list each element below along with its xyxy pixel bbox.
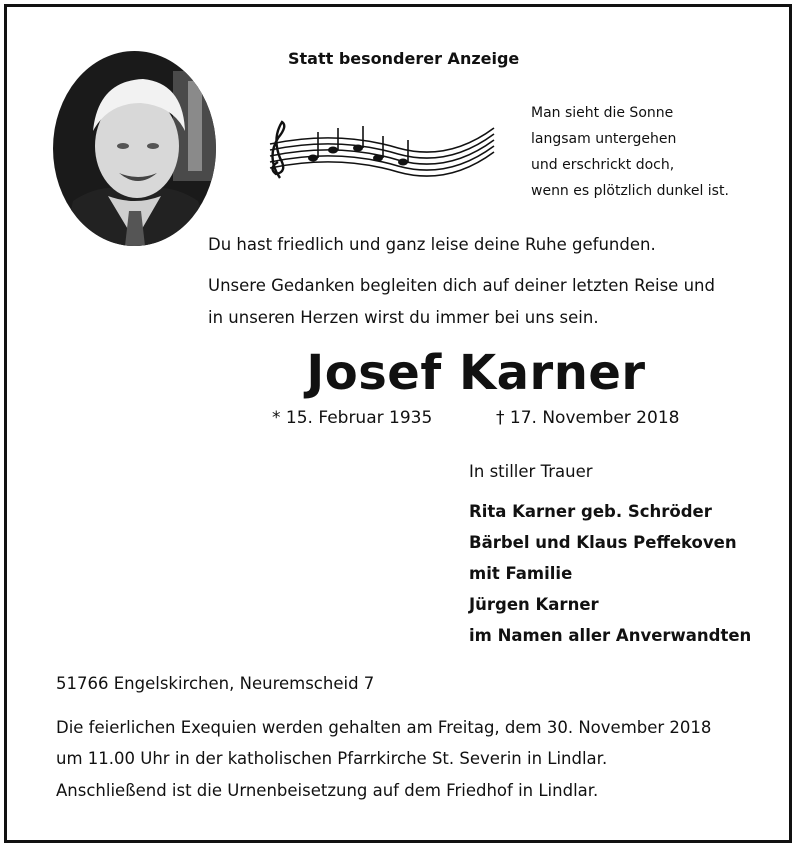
service-line-2: um 11.00 Uhr in der katholischen Pfarrkirche St. Severin in Lindlar.	[56, 749, 608, 768]
birth-date: * 15. Februar 1935	[272, 408, 433, 428]
burial-info: Anschließend ist die Urnenbeisetzung auf dem Friedhof in Lindlar.	[56, 781, 599, 800]
mourning-intro: In stiller Trauer	[469, 462, 593, 481]
heading: Statt besonderer Anzeige	[288, 49, 520, 68]
portrait-photo	[53, 51, 216, 246]
farewell-line-2: Unsere Gedanken begleiten dich auf deiner letzten Reise und	[208, 276, 715, 295]
farewell-line-3: in unseren Herzen wirst du immer bei uns sein.	[208, 308, 599, 327]
mourner: Jürgen Karner	[469, 595, 599, 614]
mourners-list	[469, 496, 751, 651]
address: 51766 Engelskirchen, Neuremscheid 7	[56, 674, 375, 693]
service-info	[56, 712, 711, 774]
farewell-line-1: Du hast friedlich und ganz leise deine Ruhe gefunden.	[208, 235, 656, 254]
service-line-1: Die feierlichen Exequien werden gehalten am Freitag, dem 30. November 2018	[56, 718, 712, 737]
deceased-name: Josef Karner	[306, 345, 646, 401]
poem-line: Man sieht die Sonne	[531, 105, 674, 121]
death-date: † 17. November 2018	[496, 408, 680, 428]
music-notes-icon	[258, 118, 498, 190]
mourner: Rita Karner geb. Schröder	[469, 502, 712, 521]
poem-line: langsam untergehen	[531, 131, 677, 147]
mourner: Bärbel und Klaus Peffekoven	[469, 533, 737, 552]
mourner: im Namen aller Anverwandten	[469, 626, 752, 645]
poem-line: und erschrickt doch,	[531, 157, 675, 173]
mourner: mit Familie	[469, 564, 573, 583]
poem	[531, 100, 729, 204]
poem-line: wenn es plötzlich dunkel ist.	[531, 183, 729, 199]
